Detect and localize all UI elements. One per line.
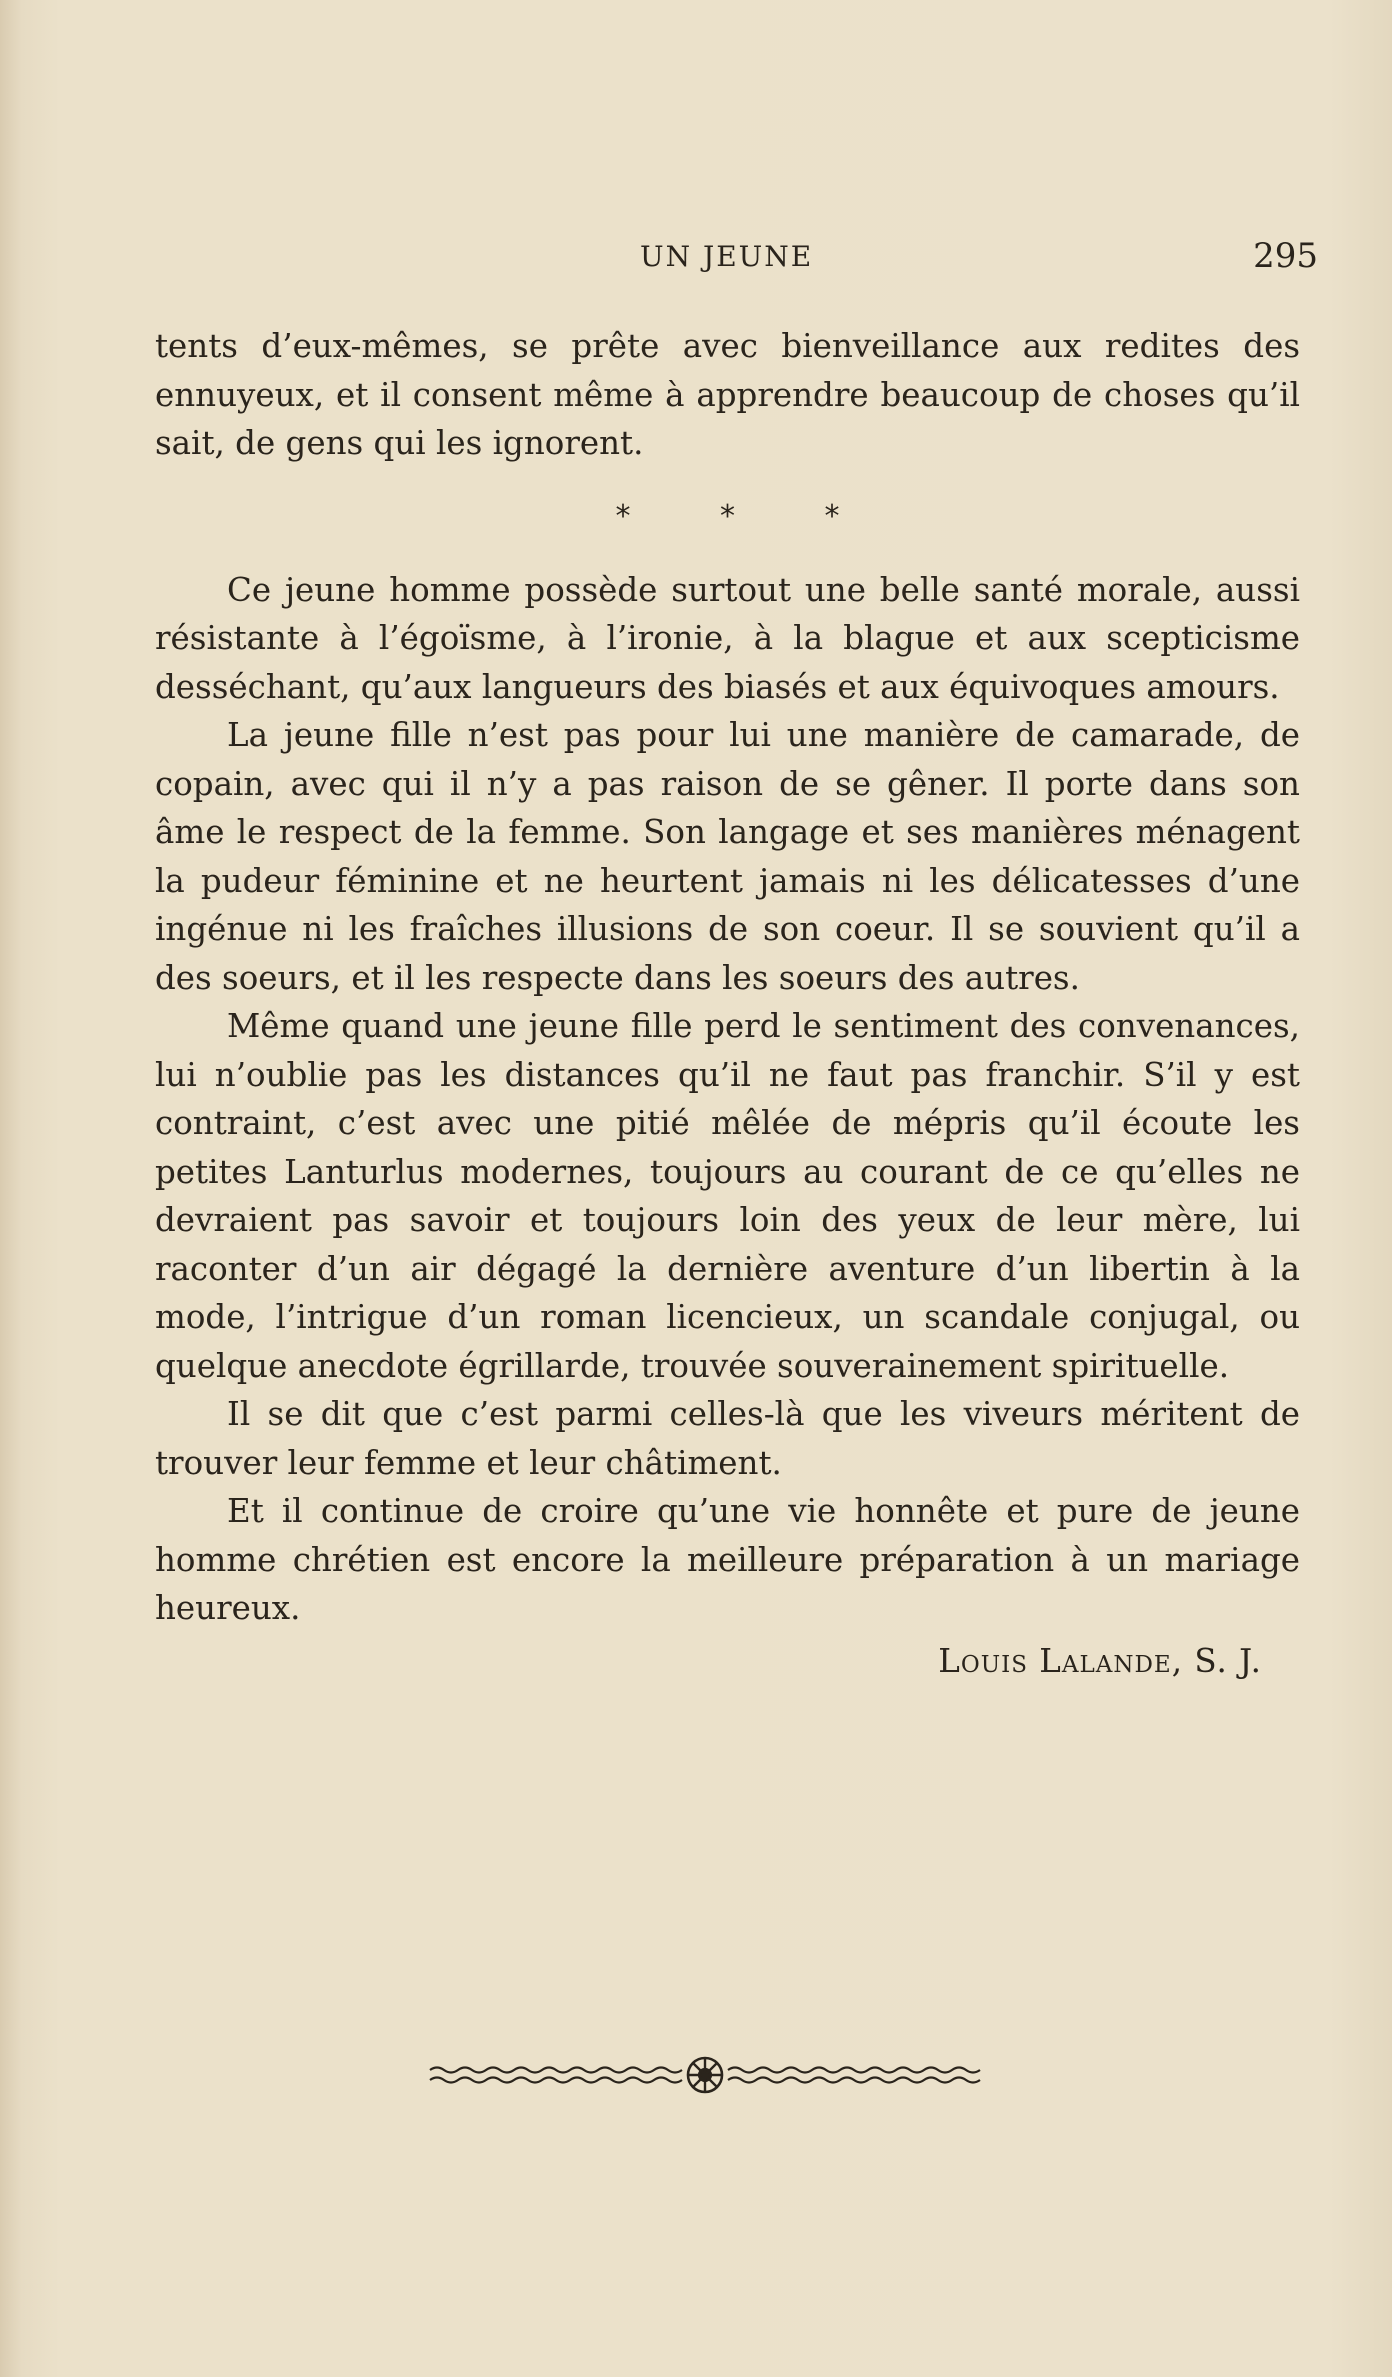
paragraph-6: Et il continue de croire qu’une vie honnête et pure de jeune homme chrétien est encore la meilleure préparation à un mariage heureux. (155, 1492, 1300, 1627)
paragraph-1: tents d’eux-mêmes, se prête avec bienveillance aux redites des ennuyeux, et il consent même à apprendre beaucoup de choses qu’il sait, de gens qui les ignorent. (155, 327, 1300, 462)
page-header (170, 236, 1318, 286)
paragraph-5: Il se dit que c’est parmi celles-là que les viveurs méritent de trouver leur femme et leur châtiment. (155, 1395, 1300, 1482)
running-title: UN JEUNE (640, 240, 814, 273)
paragraph-3: La jeune fille n’est pas pour lui une manière de camarade, de copain, avec qui il n’y a pas raison de se gêner. Il porte dans son âme le respect de la femme. Son langage et ses manières ménagent la pudeur féminine et ne heurtent jamais ni les délicatesses d’une ingénue ni les fraîches illusions de son coeur. Il se souvient qu’il a des soeurs, et il les respecte dans les soeurs des autres. (155, 716, 1300, 997)
paragraph-2: Ce jeune homme possède surtout une belle santé morale, aussi résistante à l’égoïsme, à l’ironie, à la blague et aux scepticisme desséchant, qu’aux langueurs des biasés et aux équivoques amours. (155, 570, 1300, 706)
paragraph-4: Même quand une jeune fille perd le sentiment des convenances, lui n’oublie pas les distances qu’il ne faut pas franchir. S’il y est contraint, c’est avec une pitié mêlée de mépris qu’il écoute les petites Lanturlus modernes, toujours au courant de ce qu’elles ne devraient pas savoir et toujours loin des yeux de leur mère, lui raconter d’un air dégagé la dernière aventure d’un libertin à la mode, l’intrigue d’un roman licencieux, un scandale conjugal, ou quelque anecdote égrillarde, trouvée souverainement spirituelle. (155, 1007, 1300, 1385)
section-separator: * * * (615, 498, 880, 534)
tailpiece-ornament-icon (425, 2055, 985, 2095)
page-number: 295 (1253, 236, 1318, 276)
page-body (155, 322, 1300, 1685)
author-signature: Louis Lalande, S. J. (938, 1641, 1262, 1680)
